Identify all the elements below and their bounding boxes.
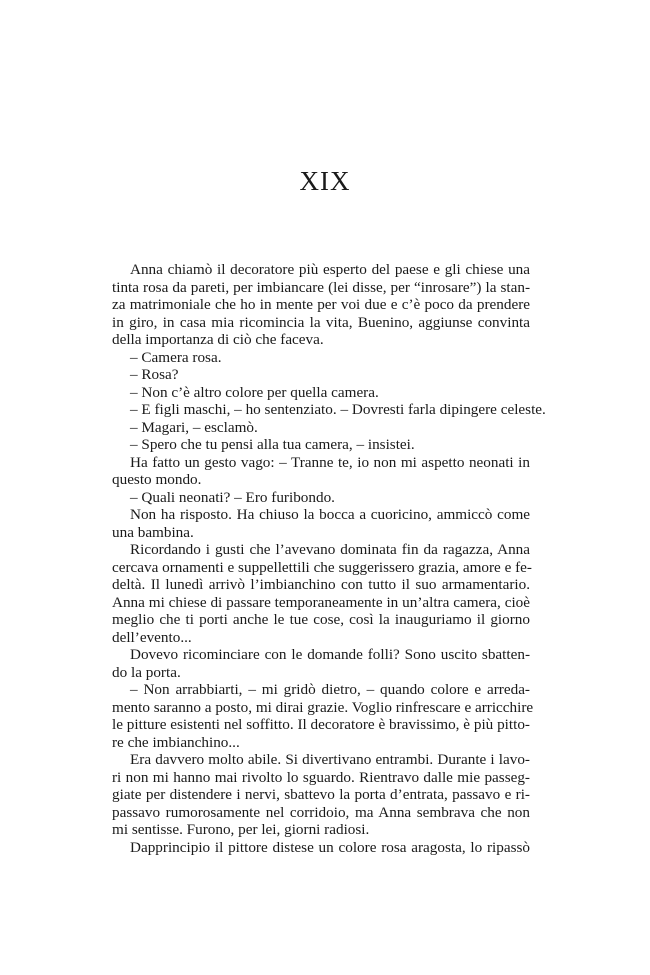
text-line: della importanza di ciò che faceva.	[112, 331, 324, 348]
text-line: giate per distendere i nervi, sbattevo la porta d’entrata, passavo e ri-	[112, 786, 530, 803]
text-line: – Camera rosa.	[130, 348, 222, 366]
text-line: – Non arrabbiarti, – mi gridò dietro, – quando colore e arreda-	[130, 681, 530, 698]
text-line: do la porta.	[112, 663, 181, 681]
text-line: deltà. Il lunedì arrivò l’imbianchino con tutto il suo armamentario.	[112, 576, 530, 593]
text-line: meglio che ti porti anche le tue cose, così la inauguriamo il giorno	[112, 611, 530, 628]
text-line: passavo rumorosamente nel corridoio, ma Anna sembrava che non	[112, 803, 530, 821]
text-line: Era davvero molto abile. Si divertivano entrambi. Durante i lavo-	[130, 751, 530, 768]
text-line: – Quali neonati? – Ero furibondo.	[130, 488, 335, 506]
text-line: – E figli maschi, – ho sentenziato. – Dovresti farla dipingere celeste.	[130, 401, 546, 418]
text-line: ri non mi hanno mai rivolto lo sguardo. Rientravo dalle mie passeg-	[112, 768, 530, 786]
text-line: za matrimoniale che ho in mente per voi due e c’è poco da prendere	[112, 296, 530, 313]
text-line: tinta rosa da pareti, per imbiancare (lei disse, per “inrosare”) la stan-	[112, 278, 530, 296]
text-line: questo mondo.	[112, 471, 202, 488]
text-line: dell’evento...	[112, 628, 192, 646]
body-text	[112, 261, 546, 856]
text-line: una bambina.	[112, 523, 194, 541]
text-line: Dapprincipio il pittore distese un colore rosa aragosta, lo ripassò	[130, 838, 530, 856]
text-line: in giro, in casa mia ricomincia la vita, Buenino, aggiunse convinta	[112, 313, 530, 331]
text-line: Anna chiamò il decoratore più esperto del paese e gli chiese una	[130, 261, 530, 278]
text-line: – Spero che tu pensi alla tua camera, – insistei.	[130, 436, 415, 453]
chapter-title: XIX	[299, 166, 351, 196]
text-line: mento saranno a posto, mi dirai grazie. Voglio rinfrescare e arricchire	[112, 698, 534, 716]
text-line: – Magari, – esclamò.	[130, 418, 258, 436]
text-line: Anna mi chiese di passare temporaneamente in un’altra camera, cioè	[112, 593, 530, 611]
text-line: – Non c’è altro colore per quella camera.	[130, 383, 379, 401]
text-line: – Rosa?	[130, 366, 179, 383]
text-line: re che imbianchino...	[112, 733, 240, 751]
text-line: mi sentisse. Furono, per lei, giorni radiosi.	[112, 821, 370, 838]
text-line: Ha fatto un gesto vago: – Tranne te, io non mi aspetto neonati in	[130, 453, 530, 471]
text-line: Ricordando i gusti che l’avevano dominata fin da ragazza, Anna	[130, 541, 530, 558]
text-line: cercava ornamenti e suppellettili che suggerissero grazia, amore e fe-	[112, 558, 532, 576]
text-line: Dovevo ricominciare con le domande folli? Sono uscito sbatten-	[130, 646, 530, 663]
text-line: Non ha risposto. Ha chiuso la bocca a cuoricino, ammiccò come	[130, 506, 530, 523]
text-line: le pitture esistenti nel soffitto. Il decoratore è bravissimo, è più pitto-	[112, 716, 530, 733]
